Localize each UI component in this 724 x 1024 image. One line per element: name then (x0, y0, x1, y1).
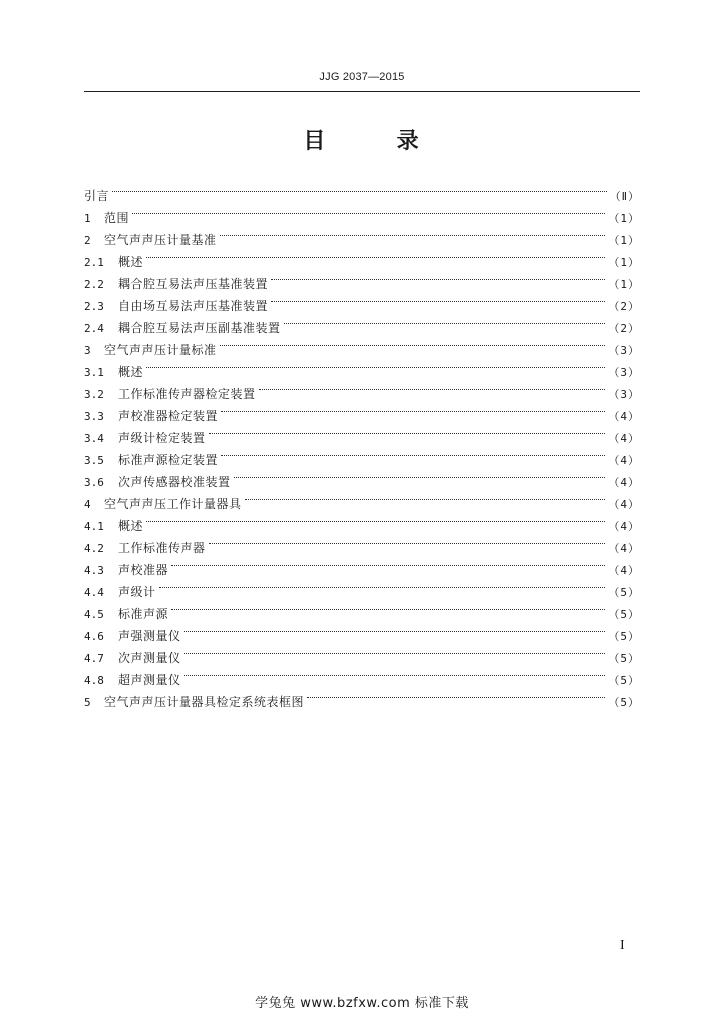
toc-entry-number: 2.2 (84, 278, 104, 291)
toc-entry[interactable] (84, 354, 640, 379)
toc-entry-label: 概述 (118, 365, 144, 379)
toc-dot-leader (307, 684, 605, 706)
page-number: I (620, 938, 625, 953)
toc-dot-leader (259, 376, 606, 398)
toc-entry-page: （5） (608, 652, 640, 665)
toc-entry-number: 4.2 (84, 542, 104, 555)
toc-entry[interactable] (84, 244, 640, 269)
toc-dot-leader (221, 442, 605, 464)
toc-entry[interactable] (84, 508, 640, 533)
toc-entry-label: 耦合腔互易法声压基准装置 (118, 277, 269, 291)
toc-dot-leader (209, 530, 606, 552)
title-char-1: 目 (303, 129, 328, 154)
toc-dot-leader (271, 288, 605, 310)
toc-entry-number: 2 (84, 234, 91, 247)
toc-entry-label: 概述 (118, 255, 144, 269)
toc-entry[interactable] (84, 178, 640, 203)
toc-entry-number: 2.1 (84, 256, 104, 269)
toc-entry-label: 标准声源 (118, 607, 169, 621)
toc-dot-leader (132, 200, 605, 222)
toc-entry[interactable] (84, 596, 640, 621)
toc-entry-label: 空气声声压计量基准 (104, 233, 217, 247)
toc-entry-page: （4） (608, 564, 640, 577)
toc-entry-page: （4） (608, 520, 640, 533)
toc-entry-page: （5） (608, 696, 640, 709)
toc-entry-label: 概述 (118, 519, 144, 533)
toc-entry-label: 耦合腔互易法声压副基准装置 (118, 321, 281, 335)
toc-dot-leader (184, 662, 606, 684)
toc-entry-page: （5） (608, 630, 640, 643)
toc-entry-label: 声强测量仪 (118, 629, 181, 643)
toc-dot-leader (220, 222, 606, 244)
toc-entry-label: 声校准器 (118, 563, 169, 577)
toc-entry-page: （2） (608, 300, 640, 313)
toc-dot-leader (171, 552, 605, 574)
toc-entry-page: （4） (608, 410, 640, 423)
toc-entry-page: （4） (608, 454, 640, 467)
toc-entry-label: 声校准器检定装置 (118, 409, 219, 423)
toc-entry-page: （4） (608, 542, 640, 555)
toc-entry-label: 工作标准传声器 (118, 541, 206, 555)
toc-entry-number: 3 (84, 344, 91, 357)
toc-dot-leader (146, 354, 605, 376)
header-divider (84, 91, 640, 92)
toc-entry-number: 4.7 (84, 652, 104, 665)
toc-entry-number: 4.6 (84, 630, 104, 643)
toc-dot-leader (284, 310, 606, 332)
toc-dot-leader (184, 640, 606, 662)
toc-entry-label: 工作标准传声器检定装置 (118, 387, 256, 401)
toc-dot-leader (146, 508, 605, 530)
toc-dot-leader (209, 420, 606, 442)
toc-entry-page: （4） (608, 476, 640, 489)
toc-entry-number: 2.3 (84, 300, 104, 313)
toc-entry-number: 3.3 (84, 410, 104, 423)
toc-entry-page: （2） (608, 322, 640, 335)
toc-entry-label: 标准声源检定装置 (118, 453, 219, 467)
toc-entry[interactable] (84, 222, 640, 247)
toc-entry-page: （4） (608, 432, 640, 445)
toc-entry-page: （1） (608, 256, 640, 269)
toc-entry-label: 次声测量仪 (118, 651, 181, 665)
toc-entry-label: 超声测量仪 (118, 673, 181, 687)
toc-entry-page: （Ⅱ） (609, 190, 640, 203)
footer-watermark: 学兔兔 www.bzfxw.com 标准下载 (255, 996, 469, 1011)
toc-dot-leader (146, 244, 605, 266)
toc-entry-page: （4） (608, 498, 640, 511)
toc-dot-leader (112, 178, 607, 200)
toc-entry-page: （1） (608, 278, 640, 291)
toc-entry-label: 范围 (104, 211, 130, 225)
toc-entry-label: 空气声声压计量器具检定系统表框图 (104, 695, 305, 709)
toc-dot-leader (184, 618, 606, 640)
toc-entry-number: 3.1 (84, 366, 104, 379)
toc-entry-number: 2.4 (84, 322, 104, 335)
document-header: JJG 2037—2015 (319, 71, 405, 83)
toc-dot-leader (234, 464, 606, 486)
toc-entry-number: 4.3 (84, 564, 104, 577)
page-title (84, 124, 640, 155)
toc-entry-number: 1 (84, 212, 91, 225)
toc-entry-number: 4.8 (84, 674, 104, 687)
toc-entry-number: 4.4 (84, 586, 104, 599)
toc-entry-label: 自由场互易法声压基准装置 (118, 299, 269, 313)
toc-dot-leader (220, 332, 606, 354)
toc-entry-number: 3.4 (84, 432, 104, 445)
toc-entry-page: （5） (608, 608, 640, 621)
toc-dot-leader (245, 486, 606, 508)
toc-entry-number: 3.5 (84, 454, 104, 467)
toc-entry[interactable] (84, 200, 640, 225)
toc-entry-page: （1） (608, 234, 640, 247)
toc-entry-number: 4.1 (84, 520, 104, 533)
toc-entry-page: （3） (608, 344, 640, 357)
toc-entry-page: （3） (608, 388, 640, 401)
toc-entry[interactable] (84, 574, 640, 599)
toc-entry-page: （1） (608, 212, 640, 225)
toc-entry-page: （5） (608, 586, 640, 599)
toc-dot-leader (171, 596, 605, 618)
toc-entry-label: 空气声声压计量标准 (104, 343, 217, 357)
toc-entry-page: （5） (608, 674, 640, 687)
toc-entry-label: 空气声声压工作计量器具 (104, 497, 242, 511)
toc-entry-number: 4 (84, 498, 91, 511)
toc-entry-number: 4.5 (84, 608, 104, 621)
toc-entry-label: 次声传感器校准装置 (118, 475, 231, 489)
toc-entry-label: 声级计 (118, 585, 156, 599)
toc-entry-page: （3） (608, 366, 640, 379)
toc-entry[interactable] (84, 266, 640, 291)
toc-dot-leader (221, 398, 605, 420)
toc-entry[interactable] (84, 376, 640, 401)
title-char-2: 录 (396, 129, 421, 154)
toc-entry-label: 声级计检定装置 (118, 431, 206, 445)
toc-dot-leader (271, 266, 605, 288)
toc-entry-label: 引言 (84, 189, 110, 203)
toc-entry-number: 3.6 (84, 476, 104, 489)
toc-entry[interactable] (84, 530, 640, 555)
toc-entry-number: 5 (84, 696, 91, 709)
table-of-contents (84, 178, 640, 709)
toc-entry-number: 3.2 (84, 388, 104, 401)
toc-dot-leader (159, 574, 606, 596)
